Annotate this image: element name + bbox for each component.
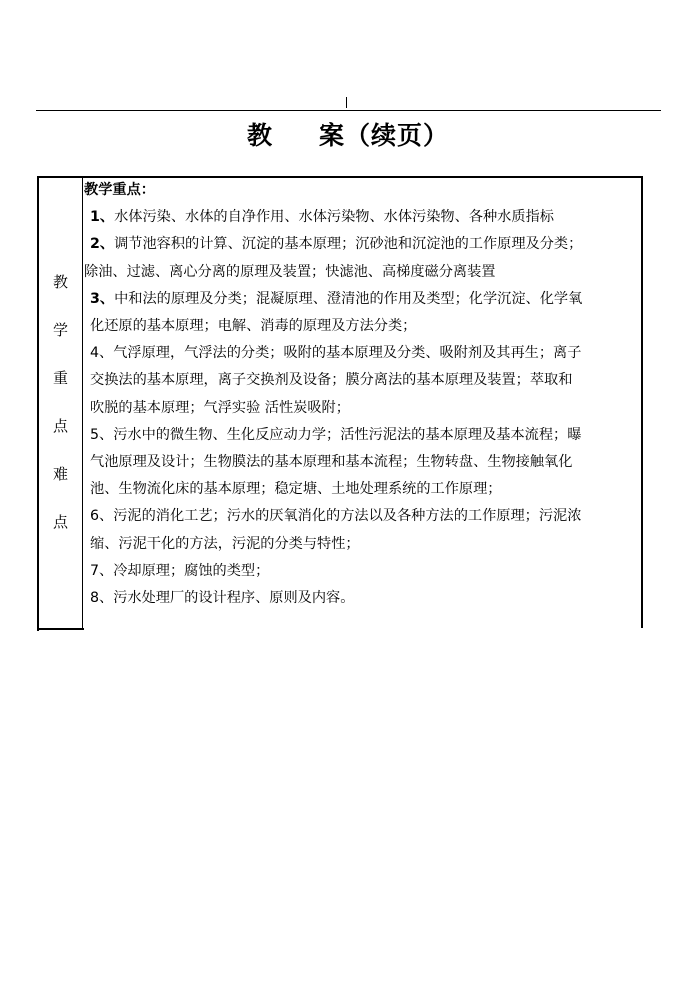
side-label-char: 难 <box>52 465 68 483</box>
side-label-char: 学 <box>52 321 68 339</box>
side-label-char: 点 <box>52 513 68 531</box>
item-number: 7、 <box>90 562 114 579</box>
item-text-continued: 气池原理及设计；生物膜法的基本原理和基本流程；生物转盘、生物接触氧化 <box>90 454 573 471</box>
item-number: 2、 <box>90 236 115 253</box>
item-number: 8、 <box>90 590 114 607</box>
item-text: 气浮原理，气浮法的分类；吸附的基本原理及分类、吸附剂及其再生；离子 <box>113 345 582 362</box>
list-item <box>84 231 640 258</box>
side-label <box>39 270 82 558</box>
side-label-char: 重 <box>52 369 68 387</box>
list-item <box>84 558 640 585</box>
page-title <box>0 118 696 154</box>
key-points-content <box>84 177 640 612</box>
item-number: 1、 <box>90 209 115 226</box>
header-mark <box>346 97 347 108</box>
title-part-1: 教 <box>246 121 273 150</box>
item-text-continued: 池、生物流化床的基本原理；稳定塘、土地处理系统的工作原理； <box>90 481 502 498</box>
header-rule <box>36 110 661 111</box>
item-text-continued: 缩、污泥干化的方法，污泥的分类与特性； <box>90 535 360 552</box>
item-text-continued: 交换法的基本原理，离子交换剂及设备；膜分离法的基本原理及装置；萃取和 <box>90 372 573 389</box>
item-text: 水体污染、水体的自净作用、水体污染物、水体污染物、各种水质指标 <box>114 209 554 226</box>
table-right-border <box>641 176 643 628</box>
content-heading: 教学重点： <box>84 182 155 198</box>
item-text-continued: 吹脱的基本原理；气浮实验 活性炭吸附； <box>90 399 350 416</box>
list-item <box>84 286 640 313</box>
list-item <box>84 204 640 231</box>
item-text: 调节池容积的计算、沉淀的基本原理；沉砂池和沉淀池的工作原理及分类； <box>114 236 583 253</box>
table-column-divider <box>82 176 83 630</box>
item-text: 污水处理厂的设计程序、原则及内容。 <box>113 590 355 607</box>
item-text: 中和法的原理及分类；混凝原理、澄清池的作用及类型；化学沉淀、化学氧 <box>114 290 583 307</box>
item-number: 4、 <box>90 345 114 362</box>
item-text: 冷却原理；腐蚀的类型； <box>113 562 270 579</box>
list-item <box>84 585 640 612</box>
item-number: 6、 <box>90 508 114 525</box>
side-label-char: 教 <box>52 273 68 291</box>
item-number: 3、 <box>90 290 115 307</box>
item-text: 污泥的消化工艺；污水的厌氧消化的方法以及各种方法的工作原理；污泥浓 <box>113 508 582 525</box>
list-item <box>84 340 640 367</box>
side-label-char: 点 <box>52 417 68 435</box>
item-text-continued: 化还原的基本原理；电解、消毒的原理及方法分类； <box>90 318 417 335</box>
item-text: 污水中的微生物、生化反应动力学；活性污泥法的基本原理及基本流程；曝 <box>113 426 582 443</box>
item-number: 5、 <box>90 426 114 443</box>
table-bottom-border <box>37 628 84 630</box>
list-item <box>84 422 640 449</box>
item-text-continued: 除油、过滤、离心分离的原理及装置；快滤池、高梯度磁分离装置 <box>84 263 496 280</box>
title-part-2: 案（续页） <box>319 121 450 150</box>
list-item <box>84 503 640 530</box>
